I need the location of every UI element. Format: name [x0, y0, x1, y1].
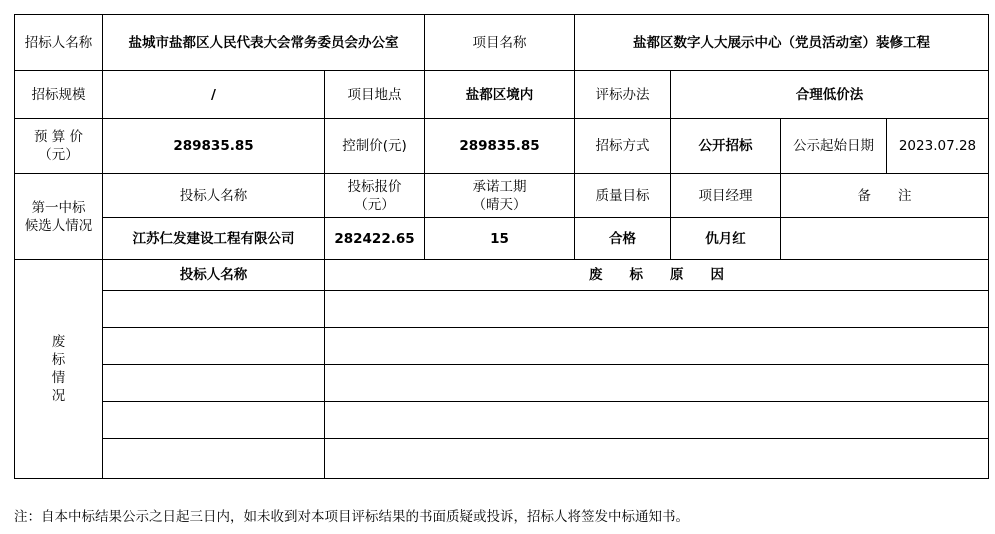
- row-invalid-header: [15, 260, 989, 291]
- row-candidate-values: [15, 218, 989, 260]
- candidate-period: 15: [425, 218, 575, 260]
- invalid-row-reason: [325, 328, 989, 365]
- invalid-row-bidder: [103, 402, 325, 439]
- candidate-header-price-line1: 投标报价: [347, 178, 402, 195]
- location-label: 项目地点: [325, 71, 425, 119]
- invalid-row-bidder: [103, 365, 325, 402]
- publish-date-label: 公示起始日期: [781, 119, 887, 174]
- budget-label-line2: （元）: [38, 147, 79, 163]
- invalid-label-text: 废标情况: [51, 334, 66, 404]
- scale-value: /: [103, 71, 325, 119]
- candidate-price: 282422.65: [325, 218, 425, 260]
- bidding-method-value: 公开招标: [671, 119, 781, 174]
- candidate-header-period-line2: （晴天）: [472, 196, 527, 213]
- footnote: 注：自本中标结果公示之日起三日内，如未收到对本项目评标结果的书面质疑或投诉，招标人将签发中标通知书。: [14, 509, 689, 525]
- budget-label: [15, 119, 103, 174]
- candidate-header-period-line1: 承诺工期: [472, 178, 527, 195]
- tenderer-value: 盐城市盐都区人民代表大会常务委员会办公室: [103, 15, 425, 71]
- control-value: 289835.85: [425, 119, 575, 174]
- tenderer-label: 招标人名称: [15, 15, 103, 71]
- candidate-header-period: [425, 174, 575, 218]
- location-value: 盐都区境内: [425, 71, 575, 119]
- candidate-label: [15, 174, 103, 260]
- candidate-header-remark: 备 注: [781, 174, 989, 218]
- candidate-header-price: [325, 174, 425, 218]
- candidate-quality: 合格: [575, 218, 671, 260]
- budget-value: 289835.85: [103, 119, 325, 174]
- invalid-row: [15, 402, 989, 439]
- invalid-row-reason: [325, 439, 989, 479]
- invalid-row: [15, 291, 989, 328]
- invalid-header-reason: 废 标 原 因: [325, 260, 989, 291]
- candidate-header-price-line2: （元）: [354, 196, 395, 213]
- candidate-manager: 仇月红: [671, 218, 781, 260]
- project-name-value: 盐都区数字人大展示中心（党员活动室）装修工程: [575, 15, 989, 71]
- candidate-header-quality: 质量目标: [575, 174, 671, 218]
- candidate-header-manager: 项目经理: [671, 174, 781, 218]
- invalid-label: [15, 260, 103, 479]
- row-tenderer: [15, 15, 989, 71]
- row-budget: [15, 119, 989, 174]
- invalid-row-reason: [325, 291, 989, 328]
- invalid-row: [15, 328, 989, 365]
- project-name-label: 项目名称: [425, 15, 575, 71]
- invalid-row-bidder: [103, 328, 325, 365]
- candidate-header-bidder: 投标人名称: [103, 174, 325, 218]
- method-value: 合理低价法: [671, 71, 989, 119]
- candidate-label-line2: 候选人情况: [24, 217, 93, 234]
- bidding-method-label: 招标方式: [575, 119, 671, 174]
- award-result-table: [14, 14, 989, 479]
- method-label: 评标办法: [575, 71, 671, 119]
- invalid-header-bidder: 投标人名称: [103, 260, 325, 291]
- candidate-bidder: 江苏仁发建设工程有限公司: [103, 218, 325, 260]
- invalid-row-bidder: [103, 291, 325, 328]
- budget-label-line1: 预 算 价: [33, 129, 84, 145]
- invalid-row: [15, 439, 989, 479]
- invalid-row: [15, 365, 989, 402]
- candidate-label-line1: 第一中标: [31, 199, 86, 216]
- scale-label: 招标规模: [15, 71, 103, 119]
- row-scale: [15, 71, 989, 119]
- invalid-row-reason: [325, 402, 989, 439]
- control-label: 控制价(元): [325, 119, 425, 174]
- invalid-row-bidder: [103, 439, 325, 479]
- row-candidate-headers: [15, 174, 989, 218]
- invalid-row-reason: [325, 365, 989, 402]
- candidate-remark: [781, 218, 989, 260]
- publish-date-value: 2023.07.28: [887, 119, 989, 174]
